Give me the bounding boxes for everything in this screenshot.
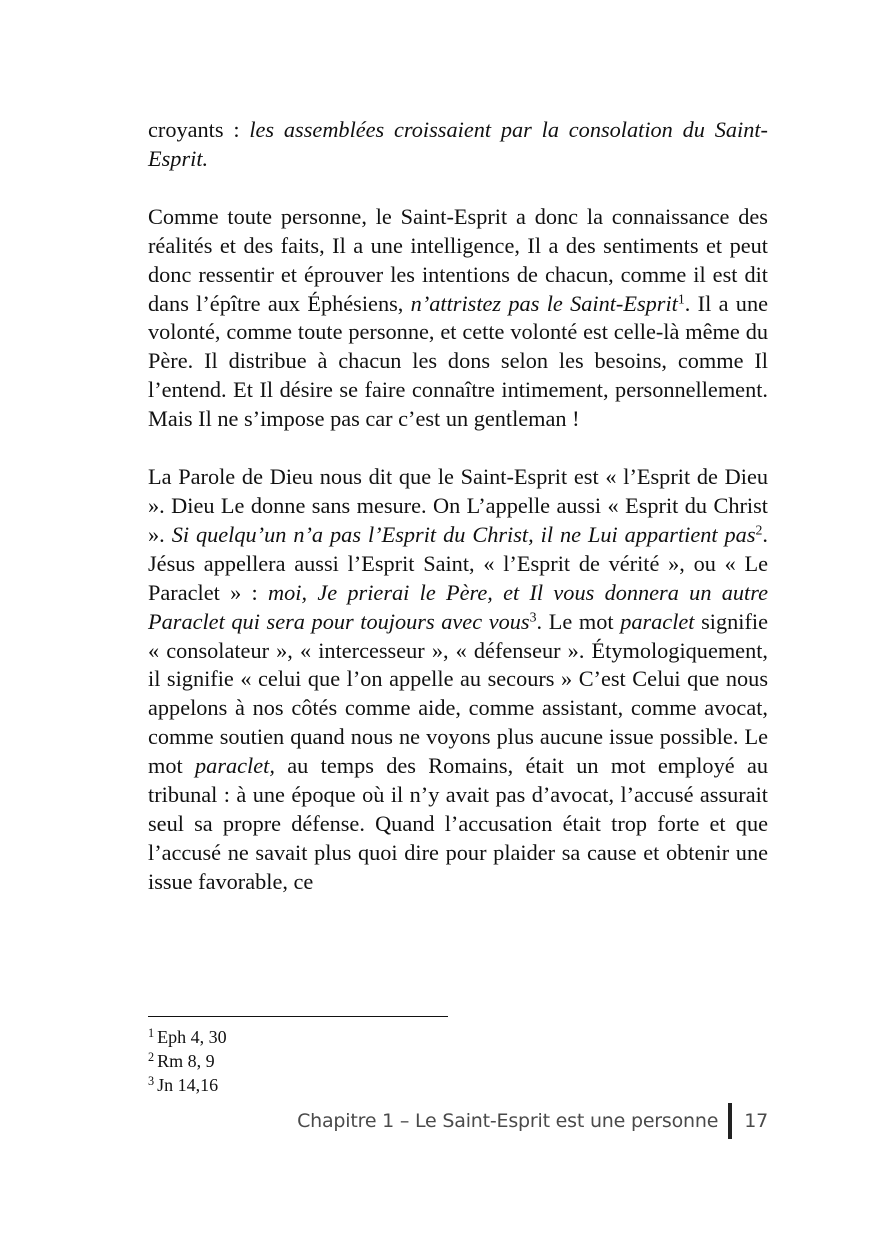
paragraph-2 <box>148 203 768 434</box>
footer-divider <box>728 1103 732 1139</box>
footnote-1 <box>148 1025 548 1049</box>
paragraph-3-text: signifie « consolateur », « intercesseur », « défenseur ». Étymologiquement, il signifie « celui que l’on appelle au secours » C’est Celui que nous appelons à nos côtés comme aide, comme assistant, comme avocat, comme soutien quand nous ne voyons plus aucune issue possible. Le mot <box>148 608 769 779</box>
scripture-quote: les assemblées croissaient par la consolation du Saint-Esprit. <box>148 117 768 171</box>
footnote-3 <box>148 1073 548 1097</box>
body-text <box>148 116 768 897</box>
paragraph-3-text: au temps des Romains, était un mot employé au tribunal : à une époque où il n’y avait pas d’avocat, l’accusé assurait seul sa propre défense. Quand l’accusation était trop forte et que l’accusé ne savait plus quoi dire pour plaider sa cause et obtenir une issue favorable, ce <box>148 753 769 894</box>
paragraph-3-text: La Parole de Dieu nous dit que le Saint-Esprit est « l’Esprit de Dieu ». Dieu Le donne sans mesure. On L’appelle aussi « Esprit du Christ ». <box>148 464 768 547</box>
page-footer <box>200 1103 768 1139</box>
emphasized-word: paraclet, <box>195 753 275 779</box>
footnote-text: Eph 4, 30 <box>157 1027 227 1047</box>
running-header-chapter: Chapitre 1 – Le Saint-Esprit est une personne <box>297 1110 719 1132</box>
footnote-number: 2 <box>148 1049 155 1064</box>
footnote-text: Rm 8, 9 <box>157 1051 215 1071</box>
paragraph-3 <box>148 463 768 897</box>
footnote-2 <box>148 1049 548 1073</box>
paragraph-2-text: Comme toute personne, le Saint-Esprit a donc la connaissance des réalités et des faits, Il a une intelligence, Il a des sentiments et peut donc ressentir et éprouver les intentions de chacun, comme il est dit dans l’épître aux Éphésiens, <box>148 203 768 316</box>
paragraph-1 <box>148 116 768 174</box>
footnote-ref-3[interactable]: 3 <box>529 609 537 624</box>
paragraph-1-text: croyants : <box>148 117 250 142</box>
footnotes <box>148 1025 548 1097</box>
footnote-ref-2[interactable]: 2 <box>755 522 763 538</box>
paragraph-3-text: . Jésus appellera aussi l’Esprit Saint, « l’Esprit de vérité », ou « Le Paraclet » : <box>148 521 768 605</box>
footnote-ref-1[interactable]: 1 <box>677 290 685 306</box>
footnote-text: Jn 14,16 <box>157 1075 219 1095</box>
scripture-quote: Si quelqu’un n’a pas l’Esprit du Christ, il ne Lui appartient pas <box>171 521 756 547</box>
emphasized-word: paraclet <box>620 608 695 634</box>
footnote-number: 3 <box>148 1073 155 1088</box>
footnote-number: 1 <box>148 1025 155 1040</box>
footnote-separator <box>148 1016 448 1017</box>
scripture-quote: n’attristez pas le Saint-Esprit <box>410 290 678 316</box>
paragraph-2-text: . Il a une volonté, comme toute personne, et cette volonté est celle-là même du Père. Il distribue à chacun les dons selon les besoins, comme Il l’entend. Et Il désire se faire connaître intimement, personnellement. Mais Il ne s’impose pas car c’est un gentleman ! <box>148 290 768 432</box>
page-number: 17 <box>744 1110 768 1132</box>
scripture-quote: moi, Je prierai le Père, et Il vous donnera un autre Paraclet qui sera pour toujours avec vous <box>148 579 768 634</box>
paragraph-3-text: . Le mot <box>536 608 621 634</box>
